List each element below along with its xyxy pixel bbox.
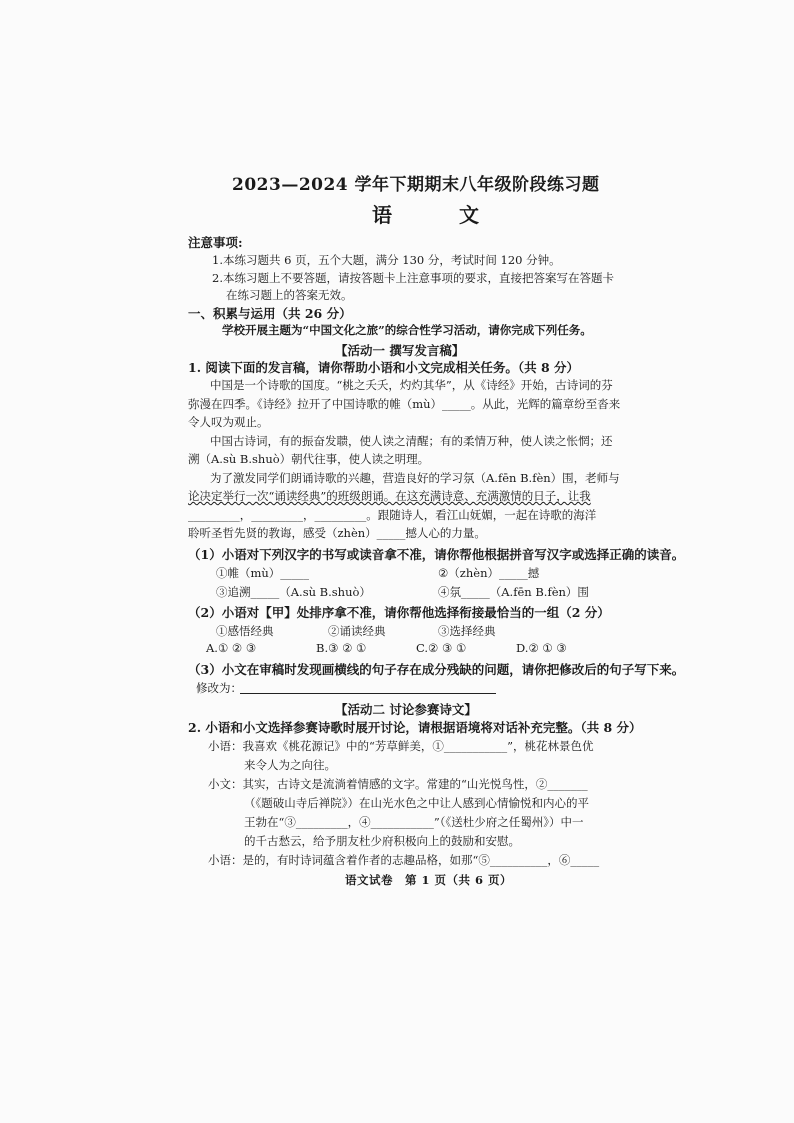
exam-title: 2023—2024 学年下期期末八年级阶段练习题 [232, 175, 600, 195]
passage-p1-line3: 令人叹为观止。 [188, 415, 269, 429]
dialogue-2-line2: （《题破山寺后禅院》）在山光水色之中让人感到心情愉悦和内心的平 [244, 796, 589, 810]
sub2-option-a: A.① ② ③ [206, 641, 257, 655]
question1-title: 1. 阅读下面的发言稿，请你帮助小语和小文完成相关任务。（共 8 分） [188, 360, 580, 375]
passage-p3-line2-underlined: 论决定举行一次“诵读经典”的班级朗诵。在这充满诗意、充满激情的日子，让我 [188, 489, 591, 503]
sub2-phrase-3: ③选择经典 [438, 624, 496, 638]
sub1-item-3: ③追溯_____（A.sù B.shuò） [216, 585, 371, 599]
passage-p3-line1: 为了激发同学们朗诵诗歌的兴趣，营造良好的学习氛（A.fēn B.fèn）围，老师与 [210, 471, 620, 485]
notes-item-2: 2.本练习题上不要答题，请按答题卡上注意事项的要求，直接把答案写在答题卡 [212, 271, 614, 285]
sub2-option-b: B.③ ② ① [316, 641, 367, 655]
notes-heading: 注意事项: [188, 235, 243, 250]
sub1-item-4: ④氛_____（A.fēn B.fèn）围 [438, 585, 589, 599]
dialogue-2-line3: 王勃在“③_________，④___________”（《送杜少府之任蜀州》）中一 [244, 815, 584, 829]
sub2-phrase-1: ①感悟经典 [216, 624, 274, 638]
sub1-item-1: ①帷（mù）_____ [216, 566, 310, 580]
activity1-label: 【活动一 撰写发言稿】 [335, 343, 465, 358]
passage-p3-line3: _________，_________，_________。跟随诗人，看江山妩媚，一起在诗歌的海洋 [188, 508, 597, 522]
sub2-title: （2）小语对【甲】处排序拿不准，请你帮他选择衔接最恰当的一组（2 分） [188, 605, 610, 620]
sub1-title: （1）小语对下列汉字的书写或读音拿不准，请你帮他根据拼音写汉字或选择正确的读音。 [188, 547, 685, 562]
passage-p2-line2: 溯（A.sù B.shuò）朝代往事，使人读之明理。 [188, 452, 430, 466]
question2-title: 2. 小语和小文选择参赛诗歌时展开讨论，请根据语境将对话补充完整。（共 8 分） [188, 720, 642, 735]
passage-p1-line2: 弥漫在四季。《诗经》拉开了中国诗歌的帷（mù）_____。从此，光辉的篇章纷至沓来 [188, 397, 621, 411]
dialogue-1-line2: 来令人为之向往。 [244, 758, 336, 772]
passage-p2-line1: 中国古诗词，有的振奋发聩，使人读之清醒；有的柔情万种，使人读之怅惘；还 [210, 434, 613, 448]
activity2-label: 【活动二 讨论参赛诗文】 [335, 702, 477, 717]
page-footer: 语文试卷 第 1 页（共 6 页） [345, 873, 513, 887]
passage-p1-line1: 中国是一个诗歌的国度。“桃之夭夭，灼灼其华”，从《诗经》开始，古诗词的芬 [210, 378, 613, 392]
notes-item-3: 在练习题上的答案无效。 [226, 288, 353, 302]
answer-line [240, 693, 496, 694]
notes-item-1: 1.本练习题共 6 页，五个大题，满分 130 分，考试时间 120 分钟。 [212, 253, 561, 267]
sub2-option-c: C.② ③ ① [416, 641, 467, 655]
sub3-title: （3）小文在审稿时发现画横线的句子存在成分残缺的问题，请你把修改后的句子写下来。 [188, 662, 685, 677]
sub3-label: 修改为： [196, 681, 242, 695]
subject-title: 语 文 [372, 203, 509, 227]
sub2-option-d: D.② ① ③ [516, 641, 567, 655]
dialogue-2-line1: 小文：其实，古诗文是流淌着情感的文字。常建的“山光悦鸟性，②_______ [208, 777, 588, 791]
sub2-phrase-2: ②诵读经典 [328, 624, 386, 638]
sub1-item-2: ②（zhèn）_____撼 [438, 566, 540, 580]
dialogue-2-line4: 的千古愁云，给予朋友杜少府积极向上的鼓励和安慰。 [244, 834, 520, 848]
section1-intro: 学校开展主题为“中国文化之旅”的综合性学习活动，请你完成下列任务。 [222, 323, 592, 337]
passage-p3-line4: 聆听圣哲先贤的教诲，感受（zhèn）_____撼人心的力量。 [188, 526, 486, 540]
dialogue-1-line1: 小语：我喜欢《桃花源记》中的“芳草鲜美，①___________”，桃花林景色优 [208, 739, 594, 753]
section1-heading: 一、积累与运用（共 26 分） [188, 306, 352, 321]
dialogue-3-line1: 小语：是的，有时诗词蕴含着作者的志趣品格，如那“⑤__________，⑥_____ [208, 853, 600, 867]
